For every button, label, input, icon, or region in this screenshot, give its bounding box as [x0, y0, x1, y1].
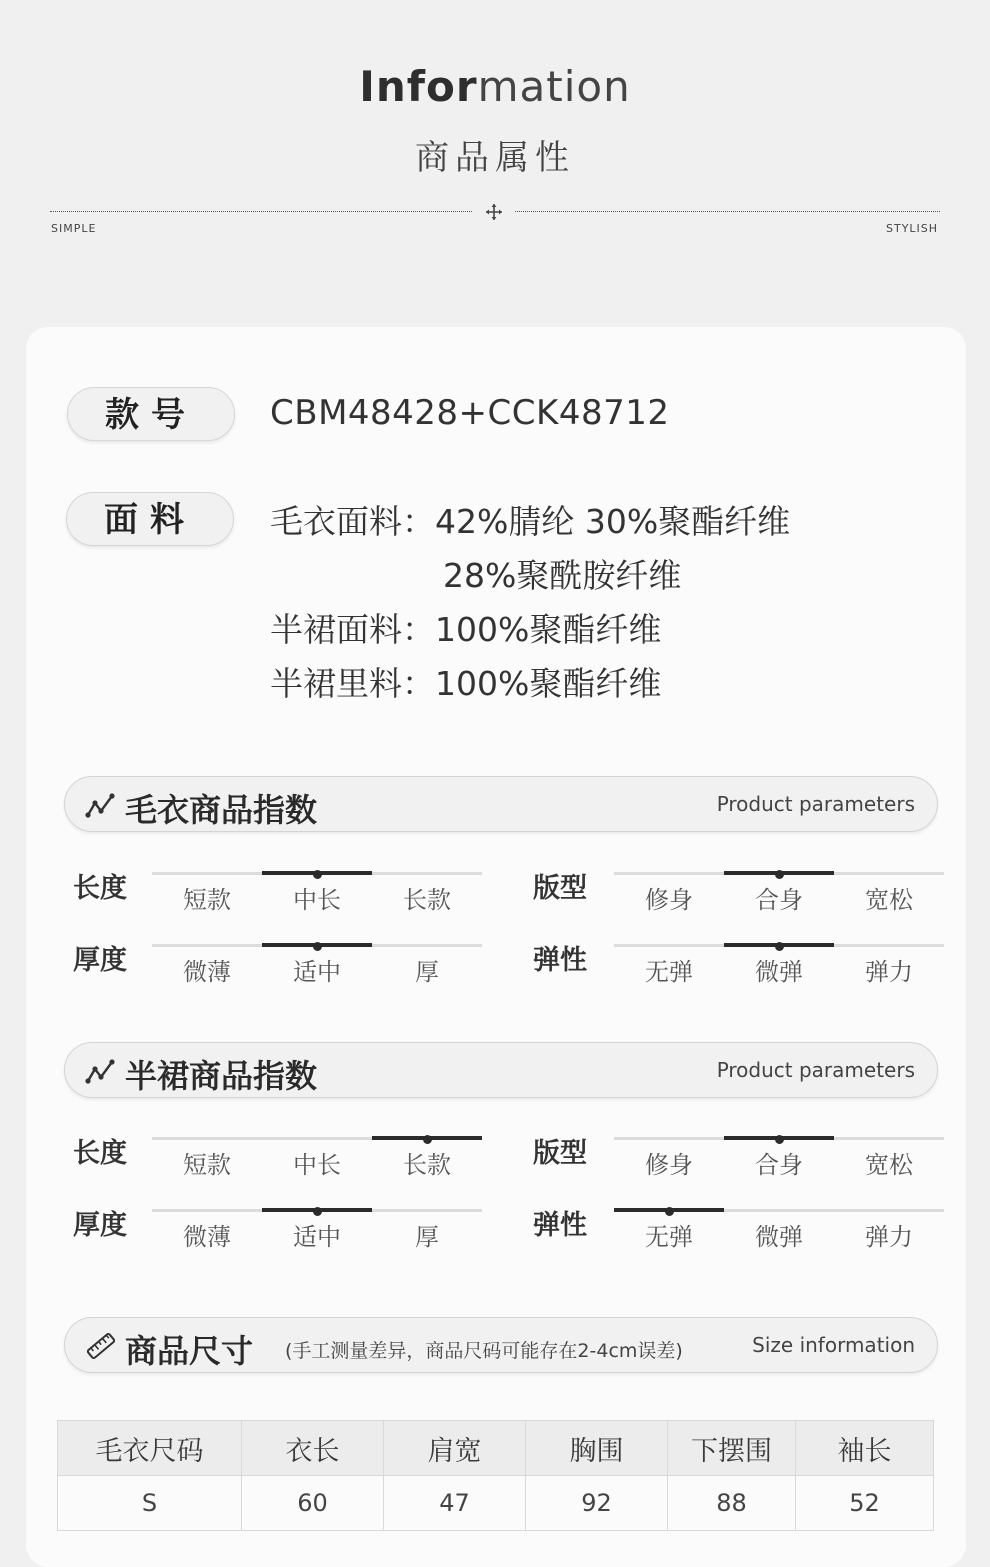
sweater-elasticity-option: 弹力 — [865, 958, 913, 986]
skirt-elasticity-selected-dot — [665, 1207, 674, 1216]
sweater-fit-option: 合身 — [755, 886, 803, 914]
skirt-length-option: 中长 — [293, 1151, 341, 1179]
skirt-fit-option: 修身 — [645, 1151, 693, 1179]
sweater-length-option: 中长 — [293, 886, 341, 914]
sweater-params-title: 毛衣商品指数 — [125, 791, 318, 829]
size-table — [57, 1420, 934, 1531]
size-table-header: 毛衣尺码 — [58, 1421, 242, 1476]
table-cell: 88 — [668, 1476, 796, 1531]
page-subtitle: 商品属性 — [415, 138, 575, 178]
stylish-label: STYLISH — [886, 222, 939, 235]
size-table-header: 袖长 — [796, 1421, 934, 1476]
skirt-fit-selected-dot — [775, 1135, 784, 1144]
size-info-header — [64, 1317, 938, 1373]
skirt-length-option: 短款 — [183, 1151, 231, 1179]
table-cell: 47 — [384, 1476, 526, 1531]
sweater-fit-selected-dot — [775, 870, 784, 879]
sweater-params-subtitle: Product parameters — [716, 792, 915, 816]
sweater-thickness-option: 厚 — [415, 958, 439, 986]
divider-right — [515, 211, 940, 212]
table-cell: 52 — [796, 1476, 934, 1531]
sweater-length-selected-dot — [313, 870, 322, 879]
sweater-thickness-option: 微薄 — [183, 958, 231, 986]
fabric-label-pill: 面料 — [66, 492, 234, 546]
size-info-subtitle: Size information — [752, 1333, 915, 1357]
size-table-header: 胸围 — [526, 1421, 668, 1476]
size-table-header: 肩宽 — [384, 1421, 526, 1476]
title-bold-part: Infor — [359, 62, 478, 111]
skirt-params-subtitle: Product parameters — [716, 1058, 915, 1082]
sweater-length-label: 长度 — [73, 873, 127, 904]
skirt-length-selected-dot — [423, 1135, 432, 1144]
table-cell: 60 — [242, 1476, 384, 1531]
skirt-thickness-label: 厚度 — [73, 1210, 127, 1241]
divider-left — [50, 211, 472, 212]
skirt-thickness-option: 适中 — [293, 1223, 341, 1251]
size-info-note: (手工测量差异，商品尺码可能存在2-4cm误差) — [285, 1340, 683, 1362]
sweater-fit-label: 版型 — [533, 873, 587, 904]
skirt-elasticity-label: 弹性 — [533, 1210, 587, 1241]
size-table-header: 下摆围 — [668, 1421, 796, 1476]
skirt-thickness-selected-dot — [313, 1207, 322, 1216]
trend-line-icon — [85, 791, 117, 819]
model-label-pill: 款号 — [67, 387, 235, 441]
sweater-thickness-selected-dot — [313, 942, 322, 951]
skirt-params-title: 半裙商品指数 — [125, 1057, 318, 1095]
title-light-part: mation — [477, 62, 631, 111]
skirt-fit-label: 版型 — [533, 1138, 587, 1169]
sweater-length-option: 长款 — [403, 886, 451, 914]
sweater-fit-option: 修身 — [645, 886, 693, 914]
skirt-elasticity-option: 弹力 — [865, 1223, 913, 1251]
skirt-length-label: 长度 — [73, 1138, 127, 1169]
fabric-line: 半裙面料：100%聚酯纤维 — [270, 610, 662, 649]
size-table-header: 衣长 — [242, 1421, 384, 1476]
sweater-thickness-label: 厚度 — [73, 945, 127, 976]
size-info-title: 商品尺寸 — [125, 1332, 254, 1370]
skirt-thickness-option: 厚 — [415, 1223, 439, 1251]
sweater-params-header — [64, 776, 938, 832]
sweater-elasticity-label: 弹性 — [533, 945, 587, 976]
sweater-thickness-option: 适中 — [293, 958, 341, 986]
ruler-icon — [85, 1332, 117, 1360]
fabric-line: 28%聚酰胺纤维 — [443, 556, 682, 595]
fabric-line: 毛衣面料：42%腈纶 30%聚酯纤维 — [270, 502, 791, 541]
table-cell: 92 — [526, 1476, 668, 1531]
skirt-fit-option: 合身 — [755, 1151, 803, 1179]
trend-line-icon — [85, 1057, 117, 1085]
page-title — [0, 62, 990, 111]
skirt-length-option: 长款 — [403, 1151, 451, 1179]
size-table-header-row — [58, 1421, 934, 1476]
sweater-elasticity-option: 微弹 — [755, 958, 803, 986]
skirt-elasticity-option: 微弹 — [755, 1223, 803, 1251]
table-cell: S — [58, 1476, 242, 1531]
sweater-length-option: 短款 — [183, 886, 231, 914]
skirt-params-header — [64, 1042, 938, 1098]
skirt-fit-option: 宽松 — [865, 1151, 913, 1179]
skirt-elasticity-option: 无弹 — [645, 1223, 693, 1251]
table-row — [58, 1476, 934, 1531]
fabric-line: 半裙里料：100%聚酯纤维 — [270, 664, 662, 703]
model-value: CBM48428+CCK48712 — [270, 393, 670, 433]
sweater-elasticity-option: 无弹 — [645, 958, 693, 986]
sweater-fit-option: 宽松 — [865, 886, 913, 914]
simple-label: SIMPLE — [51, 222, 97, 235]
skirt-thickness-option: 微薄 — [183, 1223, 231, 1251]
sweater-elasticity-selected-dot — [775, 942, 784, 951]
four-arrows-icon — [484, 202, 504, 222]
